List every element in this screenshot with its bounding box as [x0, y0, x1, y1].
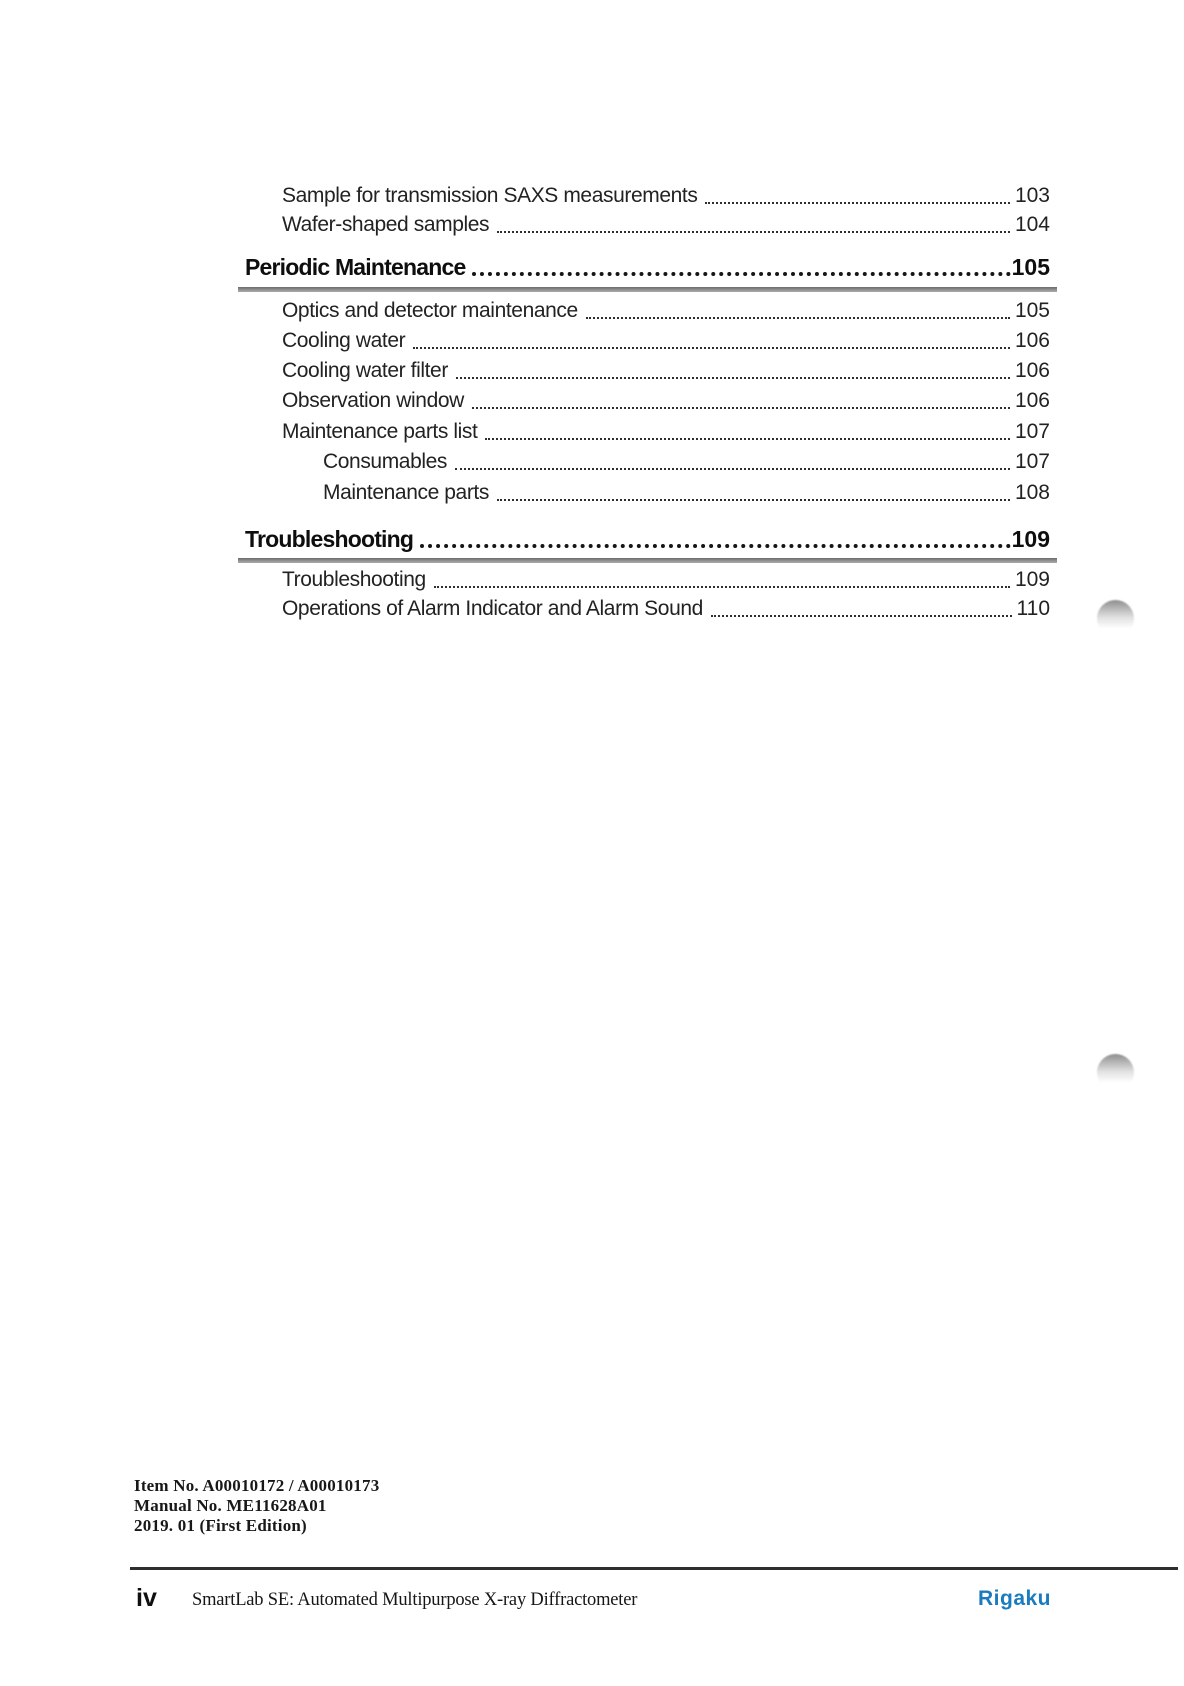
toc-entry-label: Troubleshooting — [282, 568, 426, 591]
toc-entry — [282, 184, 1050, 208]
item-number: Item No. A00010172 / A00010173 — [134, 1476, 380, 1495]
toc-entry-label: Wafer-shaped samples — [282, 213, 490, 236]
edition-date: 2019. 01 (First Edition) — [134, 1516, 307, 1535]
toc-entry-label: Sample for transmission SAXS measurements — [282, 184, 698, 207]
toc-entry — [282, 299, 1050, 323]
toc-entry-page: 106 — [1014, 329, 1050, 352]
toc-entry-label: Maintenance parts — [323, 481, 489, 504]
toc-entry-label: Optics and detector maintenance — [282, 299, 578, 322]
dotted-leader — [456, 376, 1010, 379]
toc-entry-page: 107 — [1014, 450, 1050, 473]
footer-divider — [130, 1567, 1178, 1570]
heading-underline — [238, 287, 1057, 292]
toc-subentry — [323, 450, 1050, 474]
toc-entry-page: 110 — [1016, 597, 1050, 620]
toc-entry-page: 106 — [1014, 359, 1050, 382]
dotted-leader — [420, 543, 1010, 548]
toc-entry-label: Cooling water filter — [282, 359, 448, 382]
toc-entry-label: Cooling water — [282, 329, 406, 352]
hole-punch-artifact — [1097, 1054, 1134, 1091]
toc-entry — [282, 420, 1050, 444]
toc-entry-page: 103 — [1014, 184, 1050, 207]
heading-underline — [238, 558, 1057, 563]
toc-entry-label: Operations of Alarm Indicator and Alarm Sound — [282, 597, 703, 620]
toc-entry — [282, 213, 1050, 237]
dotted-leader — [705, 201, 1010, 204]
dotted-leader — [497, 230, 1010, 233]
document-title: SmartLab SE: Automated Multipurpose X-ray Diffractometer — [192, 1590, 638, 1610]
toc-entry-page: 105 — [1014, 299, 1050, 322]
toc-entry-page: 109 — [1014, 568, 1050, 591]
toc-entry-page: 104 — [1014, 213, 1050, 236]
toc-heading-label: Periodic Maintenance — [245, 254, 466, 280]
toc-entry-page: 106 — [1014, 389, 1050, 412]
dotted-leader — [455, 467, 1010, 470]
dotted-leader — [485, 437, 1009, 440]
toc-heading-label: Troubleshooting — [245, 526, 414, 552]
toc-entry — [282, 568, 1050, 592]
manual-number: Manual No. ME11628A01 — [134, 1496, 327, 1515]
toc-entry-label: Consumables — [323, 450, 447, 473]
dotted-leader — [497, 498, 1010, 501]
toc-entry — [282, 597, 1050, 621]
dotted-leader — [413, 346, 1010, 349]
dotted-leader — [586, 316, 1010, 319]
hole-punch-artifact — [1097, 600, 1134, 637]
toc-entry-page: 108 — [1014, 481, 1050, 504]
toc-heading-page: 105 — [1011, 254, 1050, 280]
dotted-leader — [434, 585, 1010, 588]
toc-entry — [282, 359, 1050, 383]
dotted-leader — [472, 271, 1010, 276]
toc-entry-label: Maintenance parts list — [282, 420, 478, 443]
dotted-leader — [472, 406, 1010, 409]
dotted-leader — [711, 614, 1012, 617]
toc-subentry — [323, 481, 1050, 505]
toc-entry — [282, 389, 1050, 413]
toc-section-heading — [245, 526, 1050, 553]
page-number: iv — [136, 1584, 157, 1612]
toc-entry-page: 107 — [1014, 420, 1050, 443]
toc-entry — [282, 329, 1050, 353]
toc-entry-label: Observation window — [282, 389, 464, 412]
toc-section-heading — [245, 254, 1050, 281]
colophon — [134, 1476, 379, 1536]
toc-heading-page: 109 — [1011, 526, 1050, 552]
rigaku-logo: Rigaku — [978, 1587, 1052, 1610]
